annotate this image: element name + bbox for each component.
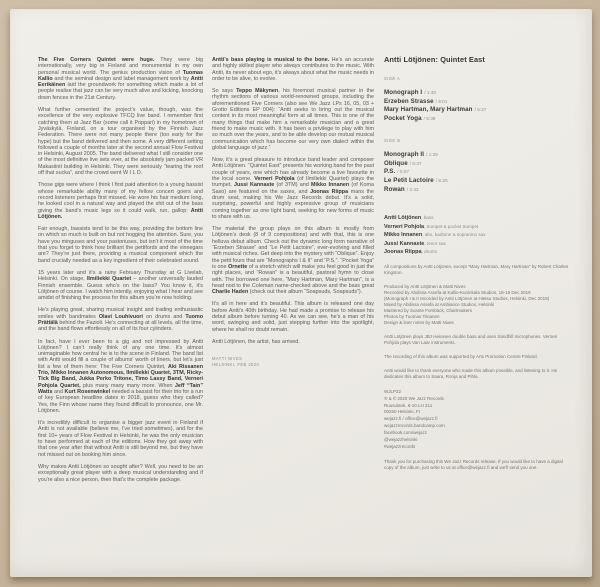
track-title: P.S. bbox=[384, 168, 396, 176]
musician-role: , alto, baritone & sopranino sax bbox=[422, 232, 486, 238]
credit-line: (Monograph I & II recorded by Antti Lötjönen at Hietsu Studios, Helsinki, Dec 2019) bbox=[384, 296, 550, 302]
track-title: Le Petit Lactoire bbox=[384, 176, 434, 184]
track-item bbox=[384, 98, 570, 107]
track-title: Erzeben Strasse bbox=[384, 97, 434, 105]
musician-item bbox=[384, 223, 570, 231]
liner-notes-column-1 bbox=[38, 57, 203, 489]
label-social-handle: @wejazzhelsinki bbox=[384, 437, 418, 443]
side-a-label: SIDE A bbox=[384, 76, 401, 81]
purchase-note: Thank you for purchasing this We Jazz Records release. If you would like to have a digital copy of the album, just write to us at office@wejazz.fi and we'll send you one. bbox=[384, 458, 563, 470]
track-item bbox=[384, 106, 570, 115]
side-a-tracklist bbox=[384, 89, 570, 124]
track-title: Oblique bbox=[384, 159, 408, 167]
catalog-number: WJLP22 bbox=[384, 388, 402, 394]
musician-name: Antti Lötjönen bbox=[384, 215, 422, 222]
musician-role: , drums bbox=[421, 248, 437, 254]
liner-paragraph: Now, it’s a great pleasure to introduce band leader and composer Antti Lötjönen. “Quintet East” presents his working band for the past couple of years, one which has already become a live favourite in the local scene. Verneri Pohjola (of Ilmiliekki Quartet) plays the trumpet, Jussi Kannaste (of 3TM) and Mikko Innanen (of Koma Saxo) are featured on the saxes, and Joonas Riippa mans the drum seat, making his We Jazz Records debut. It’s a solid, surprising, powerful and highly expressive group of musicians coming together as one tight band, seeking for new forms of music to share with us. bbox=[212, 157, 375, 220]
label-facebook: facebook.com/wejazz bbox=[384, 430, 428, 436]
musician-item bbox=[384, 240, 570, 248]
credit-line: Recorded by Abdissa Assefa at Kallio-Kuninkala Studios, 18-19 Dec 2019 bbox=[384, 290, 531, 296]
tracklist-panel bbox=[384, 55, 570, 471]
track-duration: / 5:37 bbox=[474, 107, 487, 113]
credit-line: Mastered by Svante Forsbäck, Chartmakers bbox=[384, 308, 473, 314]
credit-line: Mixed by Abdissa Assefa at Ambiance Studios, Helsinki bbox=[384, 302, 495, 308]
album-back-cover bbox=[10, 9, 592, 577]
copyright-line: ℗ & © 2020 We Jazz Records bbox=[384, 395, 444, 401]
label-address: Ruusulank. 8-10 LH 211 bbox=[384, 402, 433, 408]
label-bandcamp: wejazzrecords.bandcamp.com bbox=[384, 423, 445, 429]
track-item bbox=[384, 151, 570, 160]
track-item bbox=[384, 168, 570, 177]
musician-credits bbox=[384, 214, 570, 256]
track-item bbox=[384, 115, 570, 124]
liner-paragraph: 15 years later and it’s a rainy February Thursday at G Livelab, Helsinki. On stage, Ilmiliekki Quartet – another universally lauded Finnish ensemble. Guess who’s on the bass? You know it, it’s Lötjönen of course. I watch him intently, enjoying what I hear and see amidst of finishing the process for this album you’re now holding. bbox=[38, 269, 203, 302]
album-title: Antti Lötjönen: Quintet East bbox=[384, 55, 485, 64]
production-credits bbox=[384, 284, 570, 326]
liner-paragraph: It’s incredibly difficult to organise a bigger jazz event in Finland if Antti is not available (believe me, I’ve tried sometimes), and for the first 10+ years of Flow Festival in Helsinki, he was the only musician to have performed at each of the editions. How they got away with that one year after that without Antti is still beyond me, but they have not missed out on booking him since. bbox=[38, 420, 203, 458]
liner-paragraph: Fair enough, bassists tend to be this way, providing the bottom line on which so much is built on but not hogging the attention. Sure, you have you minguses and your pastoriuses, but isn’t it most of the time that you forget to think how brilliant the pettifords and the vinnegars are? They’re just there, providing a musical component which the band crucially needed as a key ingredient of their celebrated sound. bbox=[38, 226, 203, 264]
track-item bbox=[384, 89, 570, 98]
liner-paragraph: Antti’s bass playing is musical to the bone. He’s an accurate and highly skilled player who always contributes to the music. With Antti, its never about ego, it’s always about what the music needs in order to be alive, to evolve. bbox=[212, 57, 374, 82]
track-title: Monograph I bbox=[384, 89, 423, 96]
track-duration: / 5:57 bbox=[397, 169, 410, 175]
liner-paragraph: What further cemented the project’s value, though, was the excellence of the very explosive TFCQ live band. I remember first catching them at Jazz Bar (some call it Poppari) in my hometown of Jyväskylä, Finland, on a tour organised by the Finnish Jazz Federation. There were not many people there (too early for the hype) but the band delivered and then some. A very different setting followed a couple of months later at the second annual Flow Festival in Helsinki, August 2005. The band delivered what I still consider one of the most definitive live sets ever, at the absolutely jam packed VR Makasiinit building in Helsinki. They were seriously “tearing the roof off that sucka”, and the crowd went W I L D. bbox=[38, 107, 203, 177]
musician-item bbox=[384, 214, 570, 222]
side-b-label: SIDE B bbox=[384, 137, 401, 143]
support-note: The recording of this album was supported by Arts Promotion Centre Finland. bbox=[384, 353, 538, 359]
liner-paragraph: Those gigs were where I think I first paid attention to a young bassist whose remarkable ability many of my fellow concert goers and record listeners perhaps first missed. He wore his hair medium long, he looked cool in a natural way and played the shit out of the bass giving the band’s music legs so it could walk, run, gallop: Antti Lötjönen. bbox=[38, 182, 203, 220]
author-name: MATTI NIVES bbox=[212, 356, 243, 362]
track-item bbox=[384, 160, 570, 169]
thanks-note: Antti would like to thank everyone who made this album possible, and listening to it. He dedicates this album to Saara, Ronja and Pihla. bbox=[384, 367, 558, 379]
author-signature bbox=[212, 356, 374, 368]
liner-paragraph: Why makes Antti Lötjönen so sought after? Well, you need to be an exceptionally great player with a deep musical understanding and if you’re also a nice person, then that’s the complete package. bbox=[38, 463, 203, 483]
musician-item bbox=[384, 231, 570, 239]
track-duration: / 5:39 bbox=[423, 116, 436, 122]
track-duration: / 6:37 bbox=[409, 160, 422, 166]
liner-paragraph: It’s all in here and it’s beautiful. This album is released one day before Antti’s 40th birthday. He had made a promise to release his debut album before turning 40. As we can see, he’s a man of his word, swinging and solid, just stepping further into the spotlight, where he shall no doubt remain. bbox=[212, 301, 374, 333]
musician-role: , tenor sax bbox=[424, 240, 446, 246]
musician-name: Jussi Kannaste bbox=[384, 240, 425, 247]
track-duration: / 9:01 bbox=[435, 98, 448, 104]
musician-item bbox=[384, 248, 570, 256]
compositions-note: All compositions by Antti Lötjönen, except “Mary Hartman, Mary Hartman” by Robert Charles Kingston. bbox=[384, 264, 569, 276]
track-duration: / 1:29 bbox=[426, 151, 438, 157]
track-item bbox=[384, 177, 570, 186]
track-duration: / 6:25 bbox=[435, 177, 448, 183]
track-title: Rowan bbox=[384, 185, 405, 193]
liner-paragraph: Antti Lötjönen, the artist, has arrived. bbox=[212, 338, 300, 345]
label-website: wejazz.fi / office@wejazz.fi bbox=[384, 416, 438, 422]
author-place-date: HELSINKI, FEB 2020 bbox=[212, 362, 260, 368]
track-duration: / 2:43 bbox=[406, 186, 419, 192]
musician-name: Verneri Pohjola bbox=[384, 223, 425, 230]
liner-paragraph: The Five Corners Quintet were huge. They were big internationally, very big in Finland and monumental in my own personal musical world. The genius production vision of Tuomas Kallio and the seminal design and label management work by Antti Eerikäinen laid the groundwork for something which made a lot of people realise that jazz can be very much alive and kicking, knocking down fences in the 21st Century. bbox=[38, 57, 203, 101]
credit-line: Design & liner notes by Matti Nives bbox=[384, 320, 454, 326]
track-title: Mary Hartman, Mary Hartman bbox=[384, 106, 473, 114]
musician-role: , bass bbox=[421, 215, 434, 221]
track-duration: / 1:40 bbox=[424, 90, 437, 95]
liner-paragraph: The material the group plays on this album is mostly from Lötjönen’s desk (8 of 9 compositions) and with that, this is one helluva debut album. Check out the dynamic long form narrative of “Erzeben Strasse” and “Le Petit Lactoire”, ever-evolving and filled with musical riches. Get deep into the mystery with “Oblique”. Enjoy the petit fours that are “Monographs I & II” and “P.S.”. “Pocket Yoga” is one Ornette of a stretch which will make you feel good in just the right places, and “Rowan” is a beautiful, pastoral hymn to close with. The borrowed one here, “Mary Hartman, Mary Hartman”, is a head nod to the Coleman name-checked above and the bass great Charlie Haden (check out their album “Soapsuds, Soapsuds”). bbox=[212, 226, 375, 296]
liner-paragraph: In fact, have I ever been to a gig and not impressed by Antti Lötjönen? I can’t really think of any one time. It’s almost unimaginable how central he is to the scene in Finland. The band list with Antti would fill a couple of albums’ worth of liners, but let’s just list a few of them here: The Five Corners Quintet, Aki Rissanen Trio, Mikko Innanen Autonomous, Ilmiliekki Quartet, 3TM, Ricky-Tick Big Band, Jukka Perko Tritone, Timo Lassy Band, Verneri Pohjola Quartet, plus many many many more. When Jeff “Tain” Watts and Kurt Rosenwinkel needed a bassist for their trio for a run of key European headline dates in 2018, guess who they called? Yes, the Finn whose name they found difficult to pronounce, one Mr. Lötjönen. bbox=[38, 338, 204, 414]
label-address: 00250 Helsinki, FI bbox=[384, 409, 421, 415]
liner-notes-column-2 bbox=[212, 57, 374, 369]
equipment-note: Antti Lötjönen plays JBJ Heininen double bass and uses Sandhill microphones. Verneri Pohjola plays Van Laar instruments. bbox=[384, 334, 558, 346]
liner-paragraph: So says Teppo Mäkynen, his foremost musical partner in the rhythm sections of various world-renowned groups, including the aforementioned Five Corners (also see We Jazz LPs 16, 05, 03 + Grotto Editions EP 004): “Antti seeks to bring out the musical content in its most meaningful form at all times. This is one of the many things that make him a remarkable musician and a great friend to make music with. It has been a privilege to play with him so much over the years, and to be able develop our mutual musical communication which has become our very own dialect within the global language of jazz.” bbox=[212, 88, 374, 151]
track-item bbox=[384, 186, 570, 195]
credit-line: Produced by Antti Lötjönen & Matti Nives bbox=[384, 284, 466, 290]
label-hashtag: #wejazzrecords bbox=[384, 443, 416, 449]
musician-name: Joonas Riippa bbox=[384, 248, 422, 255]
credit-line: Photos by Tuomas Tiinanen bbox=[384, 314, 440, 320]
track-title: Monograph II bbox=[384, 150, 425, 158]
label-info-block bbox=[384, 389, 570, 451]
musician-role: , trumpet & pocket trumpet bbox=[424, 223, 479, 229]
side-b-tracklist bbox=[384, 151, 570, 195]
track-title: Pocket Yoga bbox=[384, 115, 422, 123]
musician-name: Mikko Innanen bbox=[384, 232, 423, 239]
liner-paragraph: He’s playing great, sharing musical insight and trading enthusiastic smiles with bandmates Olavi Louhivuori on drums and Tuomo Prättälä behind the Fazioli. He’s connecting at all levels, all the time, and the band flows effortlessly on all of its four cylinders. bbox=[38, 307, 203, 333]
